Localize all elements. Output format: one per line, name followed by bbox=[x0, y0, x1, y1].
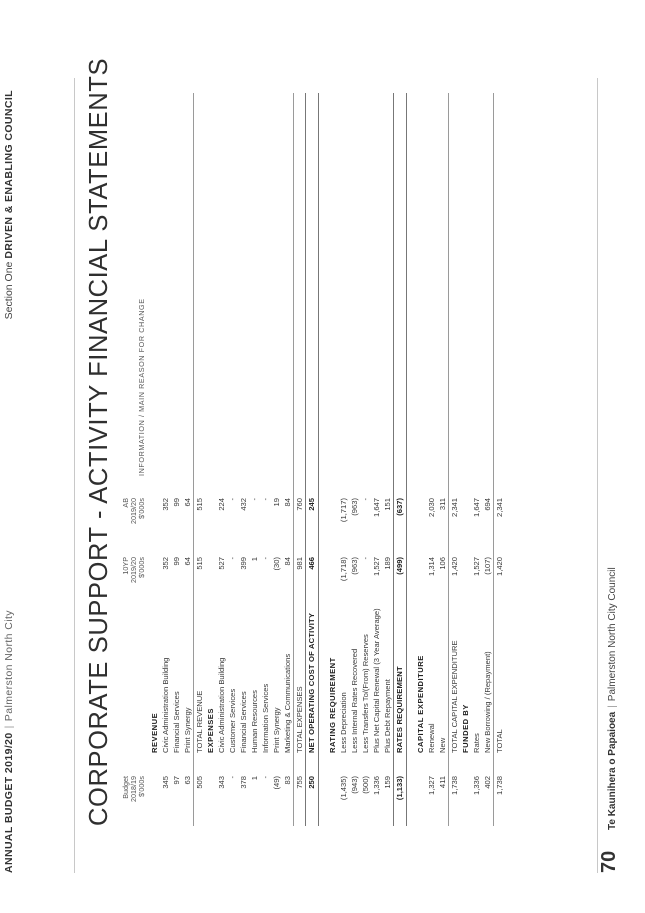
cell-label: Less Transfers To/(From) Reserves bbox=[361, 634, 370, 753]
cell-label: Human Resources bbox=[250, 690, 259, 753]
running-header bbox=[3, 610, 15, 873]
column-header-line: 2019/20 bbox=[129, 498, 139, 524]
table-row bbox=[482, 93, 493, 826]
column-header-ab bbox=[122, 498, 147, 550]
table-row bbox=[282, 93, 293, 826]
cell-budget-2018-19: 250 bbox=[307, 776, 316, 789]
cell-ab-2019-20: 19 bbox=[272, 498, 281, 507]
table-row bbox=[171, 93, 182, 826]
cell-10yp-2019-20: (30) bbox=[272, 557, 281, 571]
cell-ab-2019-20: 1,647 bbox=[472, 498, 481, 518]
cell-10yp-2019-20: 106 bbox=[438, 557, 447, 570]
footer-maori-name: Te Kaunihera o Papaioea bbox=[607, 711, 618, 830]
cell-10yp-2019-20: 1,420 bbox=[450, 557, 459, 577]
cell-budget-2018-19: 1,336 bbox=[372, 776, 381, 796]
cell-budget-2018-19: - bbox=[261, 776, 270, 779]
cell-label: Less Depreciation bbox=[339, 692, 348, 753]
column-header-information: INFORMATION / MAIN REASON FOR CHANGE bbox=[137, 298, 146, 476]
cell-budget-2018-19: 378 bbox=[239, 776, 248, 789]
cell-budget-2018-19: 345 bbox=[161, 776, 170, 789]
table-row bbox=[193, 93, 205, 826]
cell-ab-2019-20: 245 bbox=[307, 498, 316, 511]
table-row bbox=[260, 93, 271, 826]
cell-10yp-2019-20 bbox=[149, 557, 160, 611]
cell-budget-2018-19 bbox=[205, 776, 216, 826]
table-row bbox=[460, 93, 471, 826]
cell-label: NET OPERATING COST OF ACTIVITY bbox=[307, 612, 316, 753]
cell-ab-2019-20: 2,341 bbox=[495, 498, 504, 518]
cell-10yp-2019-20: 84 bbox=[283, 557, 292, 566]
footer-rule bbox=[597, 78, 598, 873]
column-header-line: 2018/19 bbox=[129, 776, 139, 802]
cell-10yp-2019-20 bbox=[460, 557, 471, 611]
cell-ab-2019-20: (963) bbox=[350, 498, 359, 516]
cell-budget-2018-19 bbox=[460, 776, 471, 826]
table-row bbox=[360, 93, 371, 826]
cell-ab-2019-20: 760 bbox=[295, 498, 304, 511]
cell-label: TOTAL REVENUE bbox=[195, 690, 204, 753]
cell-label: New bbox=[438, 737, 447, 753]
table-row bbox=[182, 93, 193, 826]
cell-budget-2018-19: 63 bbox=[183, 776, 192, 785]
cell-budget-2018-19 bbox=[415, 776, 426, 826]
cell-ab-2019-20: - bbox=[261, 498, 270, 501]
cell-10yp-2019-20: (499) bbox=[395, 557, 404, 575]
cell-10yp-2019-20: (1,718) bbox=[339, 557, 348, 582]
organisation-name: Palmerston North City bbox=[3, 610, 15, 722]
cell-10yp-2019-20: 466 bbox=[307, 557, 316, 570]
cell-ab-2019-20: 311 bbox=[438, 498, 447, 511]
cell-ab-2019-20: 224 bbox=[217, 498, 226, 511]
cell-10yp-2019-20: - bbox=[361, 557, 370, 560]
cell-ab-2019-20 bbox=[149, 498, 160, 550]
cell-ab-2019-20: 151 bbox=[383, 498, 392, 511]
table-row bbox=[327, 93, 338, 826]
cell-10yp-2019-20: 99 bbox=[172, 557, 181, 566]
cell-ab-2019-20: (1,717) bbox=[339, 498, 348, 523]
cell-10yp-2019-20 bbox=[415, 557, 426, 611]
column-header-line: 2019/20 bbox=[129, 557, 139, 583]
column-header-line: $'000s bbox=[137, 498, 147, 519]
cell-ab-2019-20: - bbox=[361, 498, 370, 501]
cell-ab-2019-20: 515 bbox=[195, 498, 204, 511]
cell-10yp-2019-20: 1,420 bbox=[495, 557, 504, 577]
cell-10yp-2019-20: 527 bbox=[217, 557, 226, 570]
footer-council-name: Palmerston North City Council bbox=[607, 567, 618, 702]
cell-label: REVENUE bbox=[150, 712, 159, 753]
cell-10yp-2019-20 bbox=[327, 557, 338, 611]
cell-label: RATING REQUIREMENT bbox=[328, 657, 337, 753]
table-row bbox=[149, 93, 160, 826]
cell-ab-2019-20: 694 bbox=[483, 498, 492, 511]
header-rule bbox=[74, 78, 75, 873]
cell-budget-2018-19: (500) bbox=[361, 776, 370, 794]
cell-label: TOTAL EXPENSES bbox=[295, 686, 304, 753]
cell-ab-2019-20: 64 bbox=[183, 498, 192, 507]
cell-label: TOTAL CAPITAL EXPENDITURE bbox=[450, 640, 459, 753]
section-prefix: Section One bbox=[3, 261, 15, 320]
footer-separator: | bbox=[607, 705, 618, 708]
cell-10yp-2019-20: (963) bbox=[350, 557, 359, 575]
table-row bbox=[349, 93, 360, 826]
table-row bbox=[382, 93, 393, 826]
cell-label: Print Synergy bbox=[183, 707, 192, 753]
cell-10yp-2019-20: - bbox=[261, 557, 270, 560]
table-row bbox=[471, 93, 482, 826]
cell-budget-2018-19 bbox=[327, 776, 338, 826]
publication-title: ANNUAL BUDGET 2019/20 bbox=[3, 732, 15, 873]
cell-ab-2019-20: - bbox=[250, 498, 259, 501]
cell-label: Civic Administration Building bbox=[161, 657, 170, 753]
table-row bbox=[305, 93, 319, 826]
footer-text bbox=[607, 567, 618, 830]
cell-budget-2018-19: 1 bbox=[250, 776, 259, 781]
table-spacer bbox=[319, 93, 327, 826]
section-name: DRIVEN & ENABLING COUNCIL bbox=[3, 90, 15, 259]
cell-budget-2018-19: (1,133) bbox=[395, 776, 404, 801]
cell-budget-2018-19: 1,336 bbox=[472, 776, 481, 796]
table-row bbox=[426, 93, 437, 826]
column-header-line: $'000s bbox=[137, 776, 147, 797]
cell-label: New Borrowing / (Repayment) bbox=[483, 651, 492, 753]
cell-budget-2018-19: 1,327 bbox=[427, 776, 436, 796]
page-title: CORPORATE SUPPORT - ACTIVITY FINANCIAL STATEMENTS bbox=[85, 57, 113, 826]
table-row bbox=[227, 93, 238, 826]
cell-label: CAPITAL EXPENDITURE bbox=[416, 655, 425, 753]
cell-10yp-2019-20: 189 bbox=[383, 557, 392, 570]
table-row bbox=[271, 93, 282, 826]
cell-10yp-2019-20: 1,527 bbox=[372, 557, 381, 577]
cell-budget-2018-19: 505 bbox=[195, 776, 204, 789]
cell-10yp-2019-20 bbox=[205, 557, 216, 611]
column-header-10yp bbox=[122, 557, 147, 611]
column-header-line: AB bbox=[121, 498, 130, 508]
cell-ab-2019-20 bbox=[327, 498, 338, 550]
cell-budget-2018-19: 159 bbox=[383, 776, 392, 789]
cell-label: Print Synergy bbox=[272, 707, 281, 753]
cell-label: Financial Services bbox=[239, 691, 248, 753]
cell-10yp-2019-20: (107) bbox=[483, 557, 492, 575]
cell-budget-2018-19 bbox=[149, 776, 160, 826]
cell-label: Renewal bbox=[427, 723, 436, 753]
cell-budget-2018-19: 402 bbox=[483, 776, 492, 789]
cell-10yp-2019-20: 1,527 bbox=[472, 557, 481, 577]
table-spacer bbox=[407, 93, 415, 826]
table-row bbox=[216, 93, 227, 826]
page-number: 70 bbox=[598, 850, 620, 873]
cell-budget-2018-19: 755 bbox=[295, 776, 304, 789]
table-row bbox=[238, 93, 249, 826]
cell-ab-2019-20: 84 bbox=[283, 498, 292, 507]
cell-budget-2018-19: (1,435) bbox=[339, 776, 348, 801]
table-row bbox=[160, 93, 171, 826]
column-header-line: Budget bbox=[121, 776, 130, 799]
cell-10yp-2019-20: 515 bbox=[195, 557, 204, 570]
cell-10yp-2019-20: 352 bbox=[161, 557, 170, 570]
cell-label: Financial Services bbox=[172, 691, 181, 753]
cell-label: TOTAL bbox=[495, 729, 504, 753]
financial-table bbox=[149, 93, 505, 826]
cell-label: Rates bbox=[472, 733, 481, 753]
cell-budget-2018-19: 1,738 bbox=[495, 776, 504, 796]
cell-budget-2018-19: 97 bbox=[172, 776, 181, 785]
column-header-line: $'000s bbox=[137, 557, 147, 578]
column-header-budget bbox=[122, 776, 147, 826]
cell-label: Plus Debt Repayment bbox=[383, 679, 392, 753]
cell-10yp-2019-20: 1,314 bbox=[427, 557, 436, 577]
cell-ab-2019-20: 432 bbox=[239, 498, 248, 511]
table-row bbox=[393, 93, 407, 826]
cell-label: RATES REQUIREMENT bbox=[395, 666, 404, 753]
cell-budget-2018-19: 343 bbox=[217, 776, 226, 789]
cell-ab-2019-20: 352 bbox=[161, 498, 170, 511]
cell-10yp-2019-20: 981 bbox=[295, 557, 304, 570]
cell-ab-2019-20: 2,341 bbox=[450, 498, 459, 518]
cell-budget-2018-19: (49) bbox=[272, 776, 281, 790]
table-row bbox=[415, 93, 426, 826]
header-separator: | bbox=[3, 725, 15, 729]
table-row bbox=[293, 93, 305, 826]
cell-10yp-2019-20: - bbox=[228, 557, 237, 560]
table-row bbox=[338, 93, 349, 826]
cell-label: Marketing & Communications bbox=[283, 653, 292, 753]
cell-ab-2019-20 bbox=[415, 498, 426, 550]
cell-budget-2018-19: - bbox=[228, 776, 237, 779]
cell-budget-2018-19: 1,738 bbox=[450, 776, 459, 796]
table-row bbox=[448, 93, 460, 826]
cell-ab-2019-20 bbox=[205, 498, 216, 550]
cell-label: Civic Administration Building bbox=[217, 657, 226, 753]
table-row bbox=[493, 93, 505, 826]
cell-label: Information Services bbox=[261, 683, 270, 753]
cell-label: FUNDED BY bbox=[461, 704, 470, 753]
cell-ab-2019-20: 2,030 bbox=[427, 498, 436, 518]
table-row bbox=[249, 93, 260, 826]
cell-10yp-2019-20: 399 bbox=[239, 557, 248, 570]
table-row bbox=[205, 93, 216, 826]
cell-budget-2018-19: (943) bbox=[350, 776, 359, 794]
cell-budget-2018-19: 411 bbox=[438, 776, 447, 789]
cell-ab-2019-20 bbox=[460, 498, 471, 550]
cell-ab-2019-20: - bbox=[228, 498, 237, 501]
cell-10yp-2019-20: 1 bbox=[250, 557, 259, 562]
cell-label: Customer Services bbox=[228, 688, 237, 753]
cell-budget-2018-19: 83 bbox=[283, 776, 292, 785]
cell-label: Plus Net Capital Renewal (3 Year Average) bbox=[372, 608, 381, 753]
column-header-line: 10YP bbox=[121, 557, 130, 575]
cell-ab-2019-20: (637) bbox=[395, 498, 404, 516]
cell-ab-2019-20: 1,647 bbox=[372, 498, 381, 518]
cell-label: EXPENSES bbox=[206, 708, 215, 753]
table-row bbox=[371, 93, 382, 826]
cell-ab-2019-20: 99 bbox=[172, 498, 181, 507]
section-header bbox=[3, 90, 15, 319]
cell-label: Less Internal Rates Recovered bbox=[350, 648, 359, 753]
table-row bbox=[437, 93, 448, 826]
cell-10yp-2019-20: 64 bbox=[183, 557, 192, 566]
